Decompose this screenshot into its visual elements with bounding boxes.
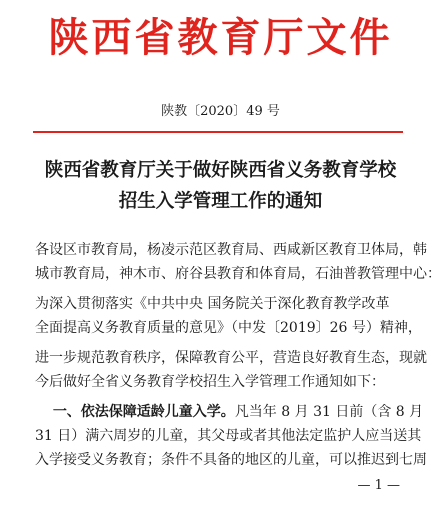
section-1-line-1 <box>35 400 424 424</box>
body-line-1: 各设区市教育局，杨凌示范区教育局、西咸新区教育卫体局，韩 <box>35 242 427 258</box>
body-line-3: 为深入贯彻落实《中共中央 国务院关于深化教育教学改革 <box>35 296 390 312</box>
section-1-line-2: 31 日）满六周岁的儿童，其父母或者其他法定监护人应当送其 <box>35 428 422 444</box>
section-1-indent <box>35 404 53 420</box>
section-1-text: 凡当年 8 月 31 日前（含 8 月 <box>234 404 424 420</box>
notice-title-line-1: 陕西省教育厅关于做好陕西省义务教育学校 <box>44 160 397 181</box>
body-line-5: 进一步规范教育秩序，保障教育公平，营造良好教育生态，现就 <box>35 350 427 366</box>
header-divider <box>33 131 403 133</box>
section-1-line-3: 入学接受义务教育；条件不具备的地区的儿童，可以推迟到七周 <box>35 452 427 468</box>
body-line-6: 今后做好全省义务教育学校招生入学管理工作通知如下： <box>35 374 385 390</box>
body-line-4: 全面提高义务教育质量的意见》（中发〔2019〕26 号）精神， <box>35 320 422 336</box>
body-line-2: 城市教育局，神木市、府谷县教育和体育局，石油普教管理中心： <box>35 266 441 282</box>
notice-title-line-2: 招生入学管理工作的通知 <box>118 191 323 212</box>
document-number: 陕教〔2020〕49 号 <box>161 104 280 119</box>
document-header-title: 陕西省教育厅文件 <box>48 14 393 61</box>
section-1-heading: 一、依法保障适龄儿童入学。 <box>52 404 235 420</box>
page-number: — 1 — <box>357 478 400 493</box>
